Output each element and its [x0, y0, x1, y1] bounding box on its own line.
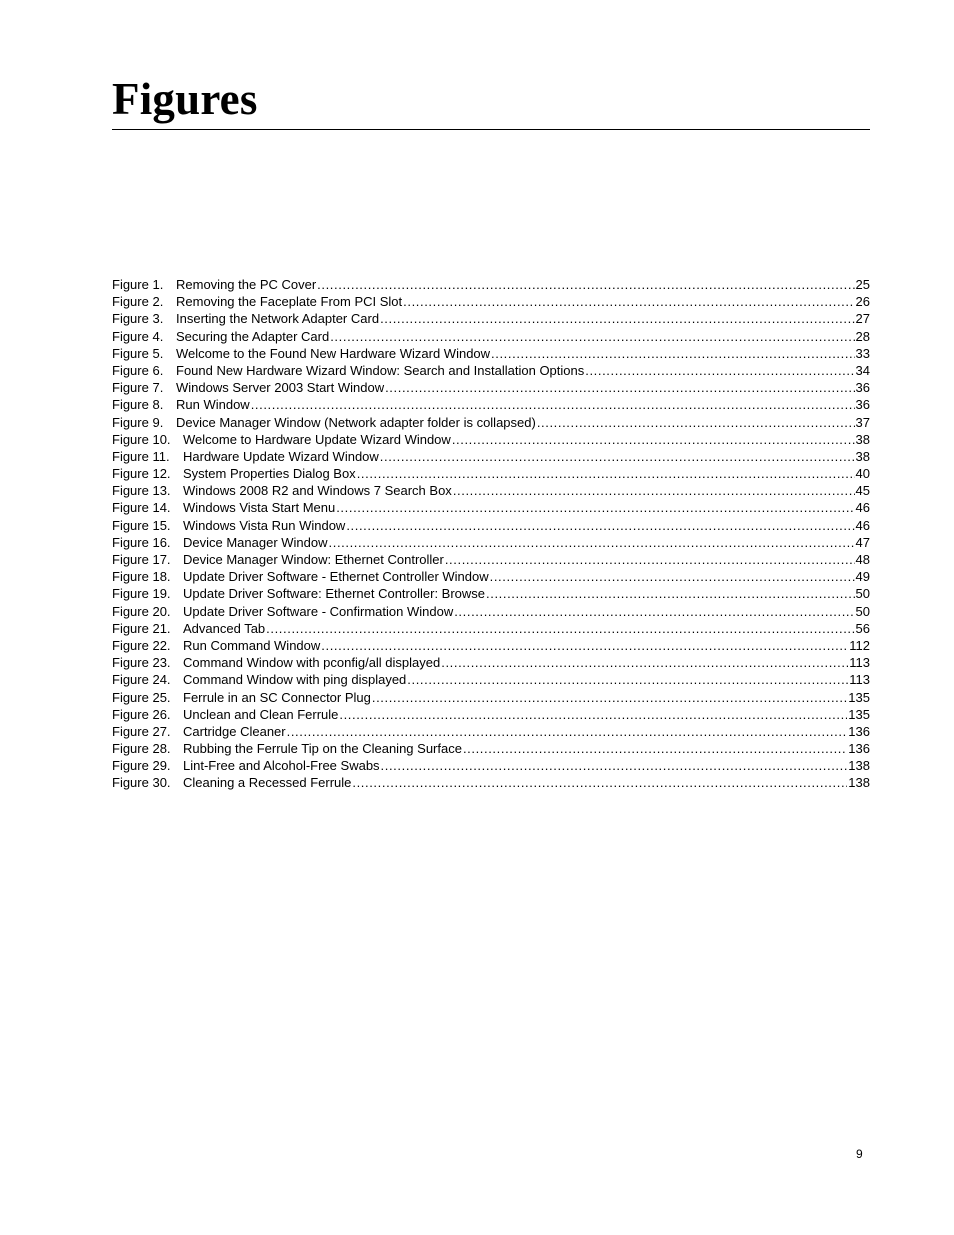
- figure-title: Removing the PC Cover: [176, 277, 317, 292]
- page-number: 9: [856, 1147, 863, 1161]
- figure-title: Windows 2008 R2 and Windows 7 Search Box: [183, 483, 452, 499]
- figure-label: Figure 20.: [112, 603, 171, 619]
- dot-leader: [336, 499, 854, 516]
- toc-entry-text: [112, 637, 320, 654]
- dot-leader: [287, 723, 848, 740]
- figure-title: Hardware Update Wizard Window: [183, 448, 379, 464]
- toc-entry-text: [112, 740, 462, 757]
- figure-label: Figure 26.: [112, 706, 171, 722]
- toc-entry-text: [112, 431, 451, 448]
- figure-title: Update Driver Software - Ethernet Controller Window: [183, 569, 489, 585]
- toc-entry[interactable]: [112, 362, 870, 379]
- figure-label: Figure 3.: [112, 311, 164, 327]
- dot-leader: [381, 757, 848, 774]
- toc-entry[interactable]: [112, 740, 870, 757]
- figure-page-number: 135: [848, 706, 870, 722]
- toc-entry-text: [112, 465, 356, 482]
- dot-leader: [329, 534, 855, 551]
- figure-page-number: 46: [855, 500, 870, 516]
- dot-leader: [407, 671, 848, 688]
- toc-entry-text: [112, 723, 286, 740]
- dot-leader: [380, 310, 854, 327]
- figure-title: Welcome to the Found New Hardware Wizard Window: [176, 345, 491, 361]
- figure-page-number: 47: [855, 534, 870, 550]
- figure-label: Figure 19.: [112, 586, 171, 602]
- figure-label: Figure 28.: [112, 741, 171, 757]
- figure-page-number: 40: [855, 466, 870, 482]
- figure-page-number: 48: [855, 552, 870, 567]
- toc-entry[interactable]: [112, 517, 870, 534]
- toc-entry-text: [112, 774, 351, 791]
- dot-leader: [357, 465, 855, 482]
- figure-label: Figure 29.: [112, 758, 171, 774]
- toc-entry[interactable]: [112, 482, 870, 499]
- toc-entry-text: [112, 706, 338, 723]
- toc-entry-text: [112, 310, 379, 327]
- figure-label: Figure 25.: [112, 689, 171, 705]
- toc-entry[interactable]: [112, 568, 870, 585]
- figure-title: Advanced Tab: [183, 620, 266, 636]
- figure-title: Removing the Faceplate From PCI Slot: [176, 294, 403, 310]
- figure-page-number: 138: [848, 775, 870, 791]
- figure-title: Device Manager Window: [183, 534, 328, 550]
- toc-entry[interactable]: [112, 328, 870, 345]
- title-divider: [112, 129, 870, 130]
- figure-label: Figure 7.: [112, 380, 164, 396]
- figure-title: Windows Vista Run Window: [183, 517, 346, 533]
- figure-page-number: 33: [855, 345, 870, 361]
- toc-entry-text: [112, 448, 379, 465]
- dot-leader: [372, 689, 847, 706]
- figure-page-number: 36: [855, 397, 870, 413]
- figure-label: Figure 16.: [112, 534, 171, 550]
- figure-title: Command Window with ping displayed: [183, 672, 407, 688]
- toc-entry[interactable]: [112, 671, 870, 688]
- figure-page-number: 136: [848, 723, 870, 739]
- toc-entry-text: [112, 414, 536, 431]
- dot-leader: [452, 431, 855, 448]
- figure-label: Figure 14.: [112, 500, 171, 516]
- figure-label: Figure 6.: [112, 362, 164, 378]
- figure-title: Device Manager Window (Network adapter folder is collapsed): [176, 414, 536, 430]
- figure-title: Lint-Free and Alcohol-Free Swabs: [183, 758, 380, 774]
- toc-entry-text: [112, 757, 380, 774]
- toc-entry[interactable]: [112, 774, 870, 791]
- toc-entry[interactable]: [112, 706, 870, 723]
- toc-entry[interactable]: [112, 414, 870, 431]
- figure-label: Figure 23.: [112, 655, 171, 671]
- toc-entry[interactable]: [112, 431, 870, 448]
- figure-label: Figure 17.: [112, 552, 171, 567]
- toc-entry-text: [112, 517, 345, 534]
- toc-entry[interactable]: [112, 396, 870, 413]
- toc-entry-text: [112, 603, 453, 620]
- figure-title: Update Driver Software: Ethernet Controller: Browse: [183, 586, 486, 602]
- dot-leader: [453, 482, 855, 499]
- toc-entry-text: [112, 293, 402, 310]
- toc-entry-text: [112, 362, 584, 379]
- figure-title: Unclean and Clean Ferrule: [183, 706, 339, 722]
- figure-page-number: 113: [849, 672, 870, 688]
- figure-label: Figure 5.: [112, 345, 164, 361]
- toc-entry[interactable]: [112, 293, 870, 310]
- toc-entry-text: [112, 499, 335, 516]
- toc-entry-text: [112, 534, 328, 551]
- figure-title: Device Manager Window: Ethernet Controller: [183, 552, 444, 567]
- dot-leader: [339, 706, 847, 723]
- figure-label: Figure 9.: [112, 414, 164, 430]
- figure-label: Figure 8.: [112, 397, 164, 413]
- figure-label: Figure 1.: [112, 277, 164, 292]
- toc-entry[interactable]: [112, 499, 870, 516]
- dot-leader: [321, 637, 848, 654]
- toc-entry[interactable]: [112, 620, 870, 637]
- dot-leader: [403, 293, 854, 310]
- figure-page-number: 25: [855, 277, 870, 292]
- figure-title: Run Command Window: [183, 637, 321, 653]
- dot-leader: [380, 448, 855, 465]
- figure-label: Figure 10.: [112, 431, 171, 447]
- figure-page-number: 49: [855, 569, 870, 585]
- toc-entry[interactable]: [112, 345, 870, 362]
- toc-entry-text: [112, 345, 490, 362]
- figure-label: Figure 4.: [112, 328, 164, 344]
- figure-page-number: 112: [849, 637, 870, 653]
- dot-leader: [486, 585, 855, 602]
- figure-page-number: 46: [855, 517, 870, 533]
- figure-page-number: 50: [855, 586, 870, 602]
- figure-label: Figure 21.: [112, 620, 171, 636]
- toc-entry[interactable]: [112, 603, 870, 620]
- dot-leader: [317, 276, 854, 293]
- figure-label: Figure 2.: [112, 294, 164, 310]
- figure-page-number: 37: [855, 414, 870, 430]
- dot-leader: [266, 620, 854, 637]
- dot-leader: [251, 396, 855, 413]
- figure-label: Figure 24.: [112, 672, 171, 688]
- figure-title: System Properties Dialog Box: [183, 466, 356, 482]
- toc-entry-text: [112, 620, 265, 637]
- toc-entry-text: [112, 551, 444, 568]
- figure-title: Ferrule in an SC Connector Plug: [183, 689, 371, 705]
- toc-entry[interactable]: [112, 448, 870, 465]
- figure-page-number: 138: [848, 758, 870, 774]
- dot-leader: [352, 774, 847, 791]
- figure-page-number: 38: [855, 448, 870, 464]
- dot-leader: [441, 654, 848, 671]
- toc-entry-text: [112, 396, 250, 413]
- figure-label: Figure 15.: [112, 517, 171, 533]
- dot-leader: [537, 414, 855, 431]
- toc-entry-text: [112, 276, 316, 293]
- figure-title: Command Window with pconfig/all displayed: [183, 655, 441, 671]
- figure-page-number: 27: [855, 311, 870, 327]
- dot-leader: [346, 517, 854, 534]
- toc-entry[interactable]: [112, 757, 870, 774]
- toc-entry[interactable]: [112, 551, 870, 568]
- figure-title: Rubbing the Ferrule Tip on the Cleaning Surface: [183, 741, 462, 757]
- page-title: Figures: [112, 74, 258, 124]
- toc-entry-text: [112, 671, 406, 688]
- toc-entry[interactable]: [112, 465, 870, 482]
- figure-page-number: 136: [848, 741, 870, 757]
- dot-leader: [445, 551, 855, 568]
- toc-entry[interactable]: [112, 637, 870, 654]
- figure-label: Figure 18.: [112, 569, 171, 585]
- figure-title: Update Driver Software - Confirmation Window: [183, 603, 454, 619]
- figure-title: Windows Vista Start Menu: [183, 500, 336, 516]
- figure-page-number: 36: [855, 380, 870, 396]
- toc-entry-text: [112, 568, 489, 585]
- figure-title: Welcome to Hardware Update Wizard Window: [183, 431, 451, 447]
- figure-page-number: 135: [848, 689, 870, 705]
- dot-leader: [463, 740, 847, 757]
- figure-page-number: 28: [855, 328, 870, 344]
- figure-title: Securing the Adapter Card: [176, 328, 330, 344]
- figure-page-number: 26: [855, 294, 870, 310]
- toc-entry[interactable]: [112, 310, 870, 327]
- figure-title: Cartridge Cleaner: [183, 723, 286, 739]
- figure-label: Figure 27.: [112, 723, 171, 739]
- figure-label: Figure 13.: [112, 483, 171, 499]
- figure-label: Figure 22.: [112, 637, 171, 653]
- figure-page-number: 38: [855, 431, 870, 447]
- figure-page-number: 56: [855, 620, 870, 636]
- dot-leader: [490, 568, 855, 585]
- toc-entry[interactable]: [112, 534, 870, 551]
- dot-leader: [385, 379, 854, 396]
- figure-label: Figure 12.: [112, 466, 171, 482]
- toc-entry[interactable]: [112, 654, 870, 671]
- list-of-figures: [112, 276, 870, 792]
- figure-label: Figure 30.: [112, 775, 171, 791]
- toc-entry[interactable]: [112, 723, 870, 740]
- toc-entry-text: [112, 379, 384, 396]
- figure-page-number: 34: [855, 362, 870, 378]
- figure-label: Figure 11.: [112, 448, 170, 464]
- toc-entry[interactable]: [112, 276, 870, 293]
- dot-leader: [454, 603, 854, 620]
- figure-page-number: 45: [855, 483, 870, 499]
- figure-page-number: 113: [849, 655, 870, 671]
- dot-leader: [491, 345, 854, 362]
- figure-title: Inserting the Network Adapter Card: [176, 311, 380, 327]
- toc-entry-text: [112, 482, 452, 499]
- figure-title: Found New Hardware Wizard Window: Search and Installation Options: [176, 362, 585, 378]
- figure-title: Run Window: [176, 397, 250, 413]
- figure-page-number: 50: [855, 603, 870, 619]
- dot-leader: [585, 362, 854, 379]
- toc-entry-text: [112, 689, 371, 706]
- toc-entry[interactable]: [112, 379, 870, 396]
- figure-title: Windows Server 2003 Start Window: [176, 380, 385, 396]
- dot-leader: [330, 328, 854, 345]
- toc-entry-text: [112, 328, 329, 345]
- figure-title: Cleaning a Recessed Ferrule: [183, 775, 352, 791]
- toc-entry-text: [112, 585, 485, 602]
- toc-entry[interactable]: [112, 585, 870, 602]
- toc-entry[interactable]: [112, 689, 870, 706]
- toc-entry-text: [112, 654, 440, 671]
